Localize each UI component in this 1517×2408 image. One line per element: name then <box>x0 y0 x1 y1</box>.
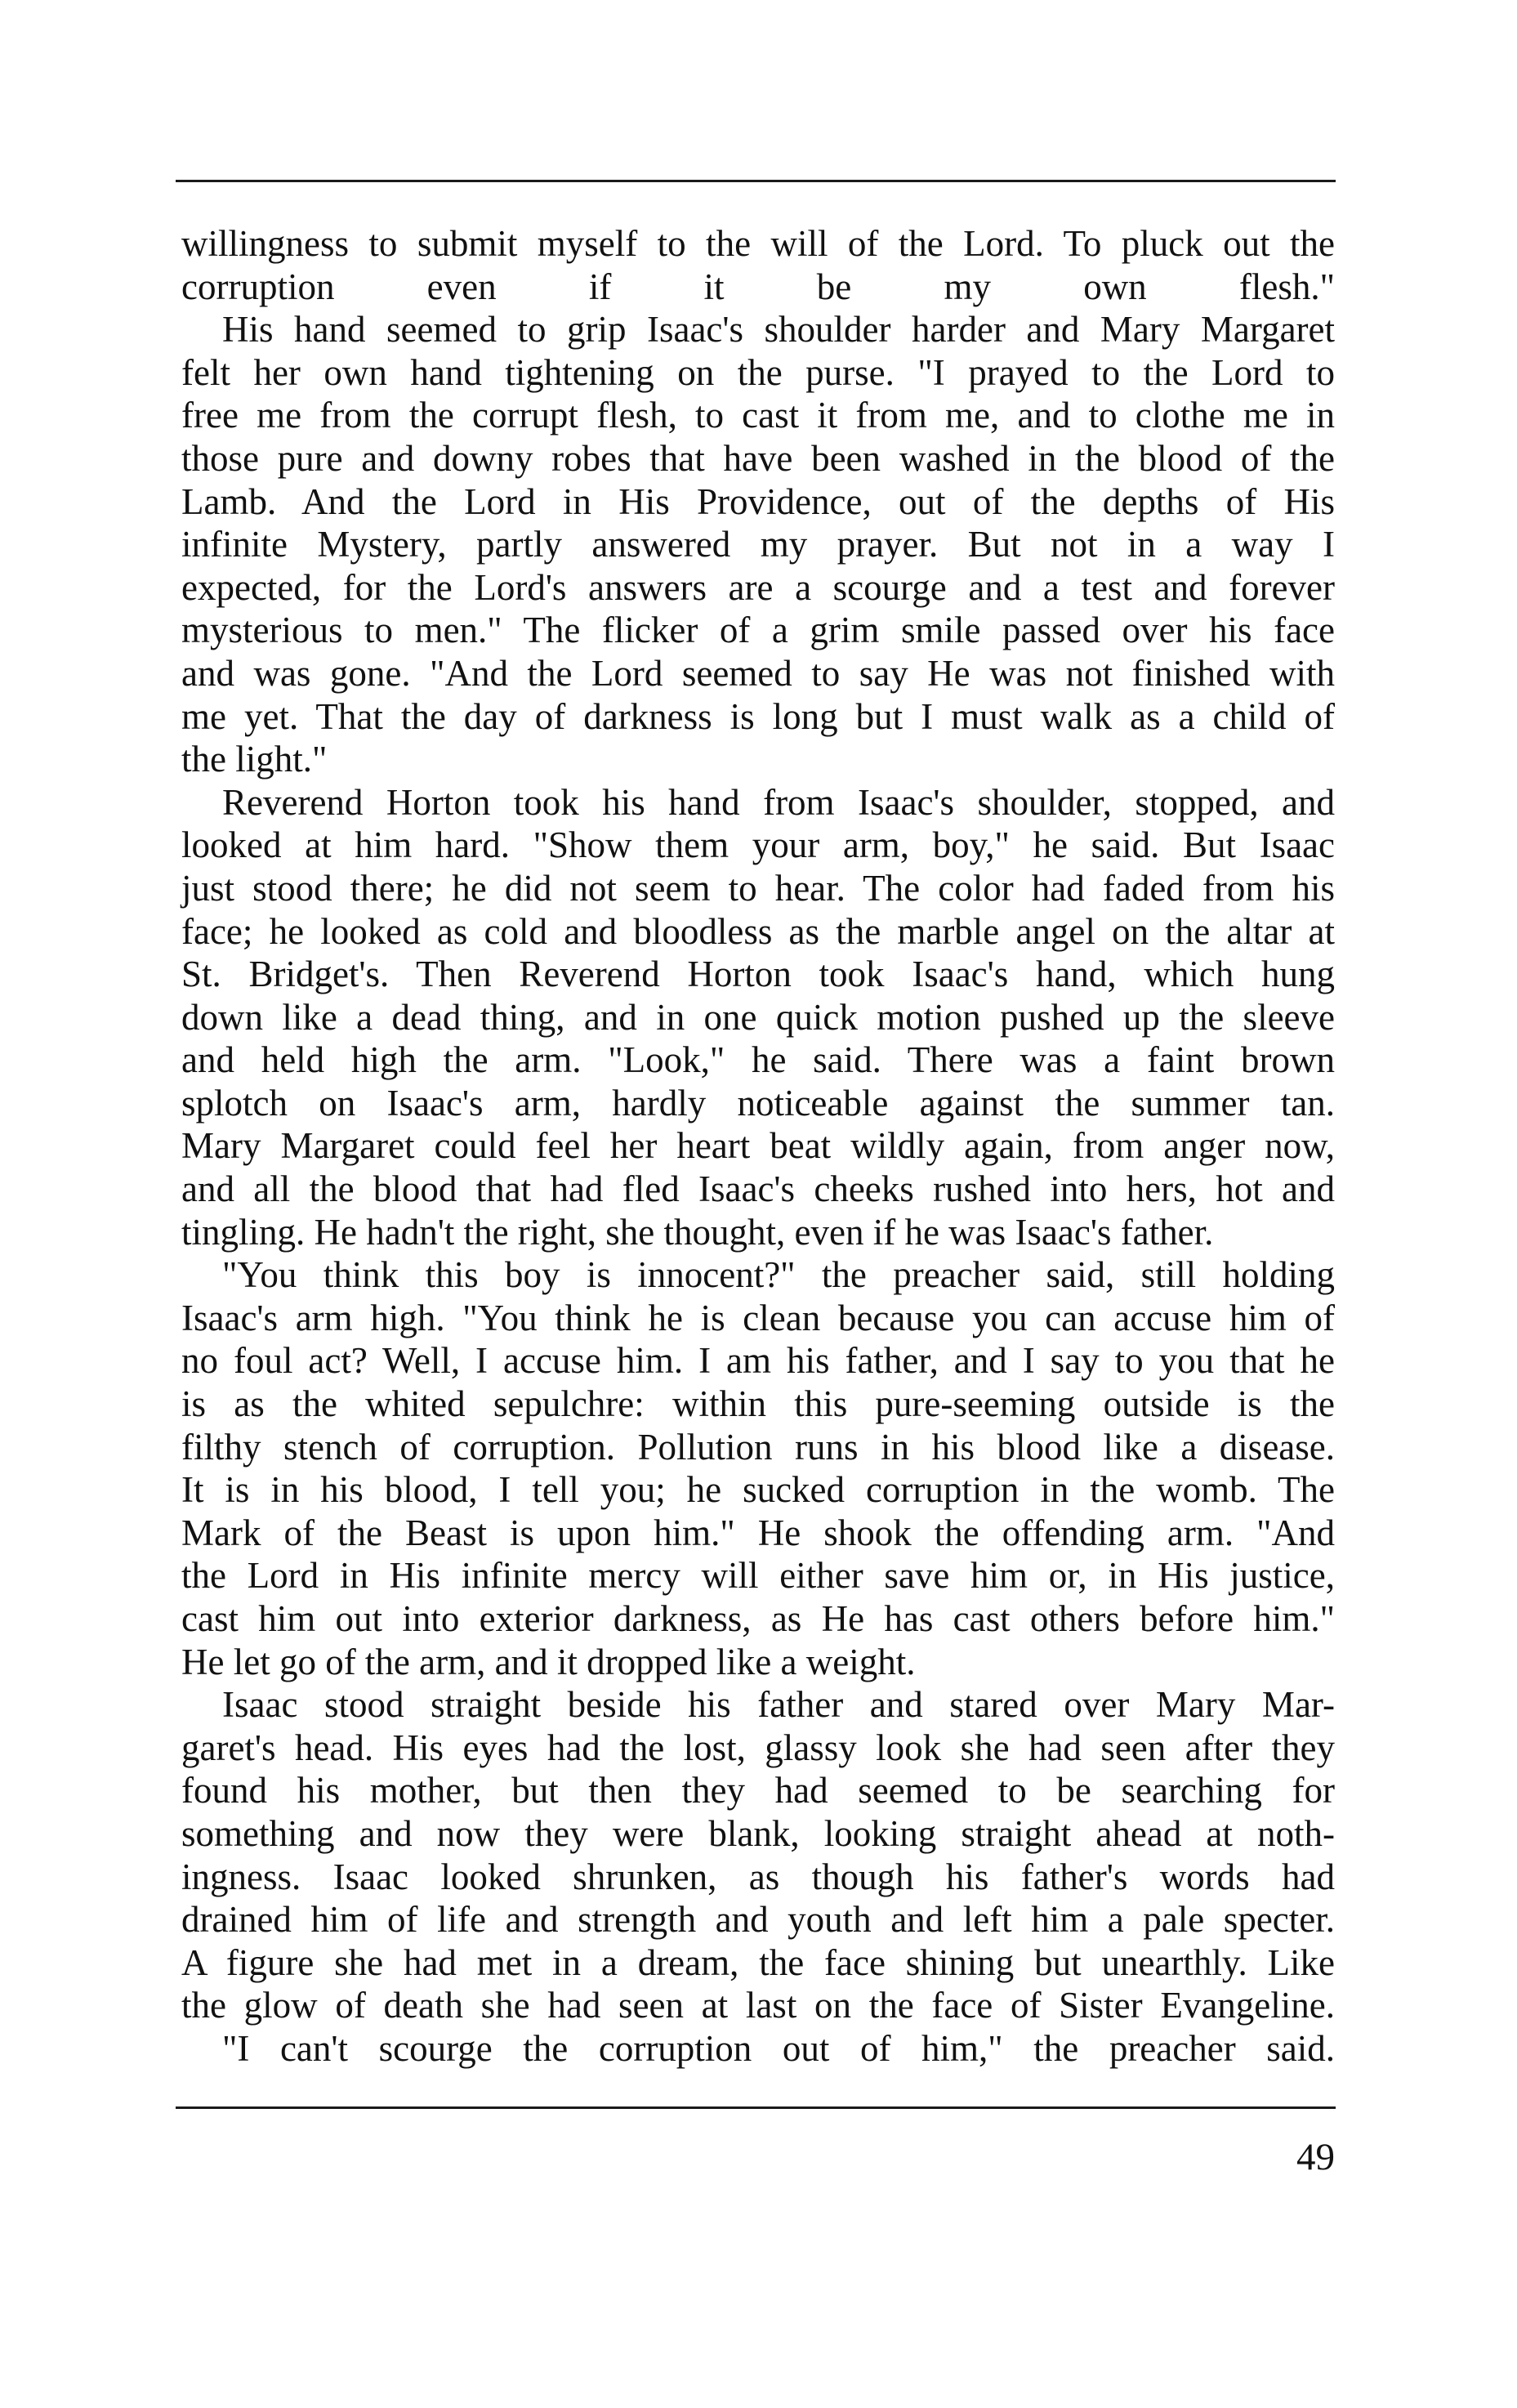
text-line: and held high the arm. "Look," he said. There was a faint brown <box>181 1039 1335 1081</box>
top-rule <box>176 180 1336 182</box>
text-line: Lamb. And the Lord in His Providence, out of the depths of His <box>181 480 1335 522</box>
text-line: corruption even if it be my own flesh." <box>181 266 1335 307</box>
text-line: Mark of the Beast is upon him." He shook the offending arm. "And <box>181 1512 1335 1553</box>
text-line: "I can't scourge the corruption out of him," the preacher said. <box>222 2027 1335 2069</box>
text-line: me yet. That the day of darkness is long but I must walk as a child of <box>181 695 1335 737</box>
text-line: and all the blood that had fled Isaac's cheeks rushed into hers, hot and <box>181 1168 1335 1210</box>
text-line: looked at him hard. "Show them your arm, boy," he said. But Isaac <box>181 824 1335 866</box>
text-line: infinite Mystery, partly answered my prayer. But not in a way I <box>181 524 1335 565</box>
text-line: Mary Margaret could feel her heart beat wildly again, from anger now, <box>181 1125 1335 1167</box>
text-line: found his mother, but then they had seemed to be searching for <box>181 1770 1335 1812</box>
text-line: tingling. He hadn't the right, she thought, even if he was Isaac's father. <box>181 1211 1214 1253</box>
text-line: face; he looked as cold and bloodless as the marble angel on the altar at <box>181 910 1335 952</box>
body-text <box>181 222 1335 2071</box>
text-line: Isaac stood straight beside his father and stared over Mary Mar- <box>222 1684 1335 1726</box>
text-line: filthy stench of corruption. Pollution runs in his blood like a disease. <box>181 1426 1335 1468</box>
text-line: free me from the corrupt flesh, to cast it from me, and to clothe me in <box>181 395 1335 436</box>
text-line: His hand seemed to grip Isaac's shoulder harder and Mary Margaret <box>222 309 1335 351</box>
text-line: Isaac's arm high. "You think he is clean because you can accuse him of <box>181 1297 1335 1338</box>
page-number: 49 <box>1296 2136 1335 2178</box>
text-line: A figure she had met in a dream, the face shining but unearthly. Like <box>181 1941 1335 1983</box>
text-line: no foul act? Well, I accuse him. I am his father, and I say to you that he <box>181 1340 1335 1382</box>
text-line: expected, for the Lord's answers are a scourge and a test and forever <box>181 566 1335 608</box>
text-line: just stood there; he did not seem to hear. The color had faded from his <box>181 867 1335 909</box>
text-line: the Lord in His infinite mercy will either save him or, in His justice, <box>181 1555 1335 1597</box>
text-line: He let go of the arm, and it dropped like a weight. <box>181 1641 916 1682</box>
bottom-rule <box>176 2106 1336 2109</box>
text-line: garet's head. His eyes had the lost, glassy look she had seen after they <box>181 1727 1335 1768</box>
text-line: cast him out into exterior darkness, as He has cast others before him." <box>181 1598 1335 1639</box>
text-line: "You think this boy is innocent?" the preacher said, still holding <box>222 1254 1335 1296</box>
text-line: those pure and downy robes that have been washed in the blood of the <box>181 437 1335 479</box>
text-line: splotch on Isaac's arm, hardly noticeable against the summer tan. <box>181 1082 1335 1124</box>
text-line: It is in his blood, I tell you; he sucked corruption in the womb. The <box>181 1469 1335 1511</box>
text-line: Reverend Horton took his hand from Isaac's shoulder, stopped, and <box>222 781 1335 823</box>
text-line: and was gone. "And the Lord seemed to say He was not finished with <box>181 652 1335 694</box>
text-line: willingness to submit myself to the will of the Lord. To pluck out the <box>181 223 1335 264</box>
text-line: felt her own hand tightening on the purse. "I prayed to the Lord to <box>181 351 1335 393</box>
text-line: something and now they were blank, looking straight ahead at noth- <box>181 1812 1335 1854</box>
text-line: the light." <box>181 739 328 780</box>
text-line: mysterious to men." The flicker of a grim smile passed over his face <box>181 610 1335 651</box>
text-line: the glow of death she had seen at last on the face of Sister Evangeline. <box>181 1985 1335 2026</box>
text-line: St. Bridget's. Then Reverend Horton took Isaac's hand, which hung <box>181 954 1335 995</box>
text-line: ingness. Isaac looked shrunken, as though his father's words had <box>181 1856 1335 1897</box>
text-line: down like a dead thing, and in one quick motion pushed up the sleeve <box>181 996 1335 1038</box>
text-line: is as the whited sepulchre: within this pure-seeming outside is the <box>181 1383 1335 1425</box>
text-line: drained him of life and strength and youth and left him a pale specter. <box>181 1899 1335 1941</box>
